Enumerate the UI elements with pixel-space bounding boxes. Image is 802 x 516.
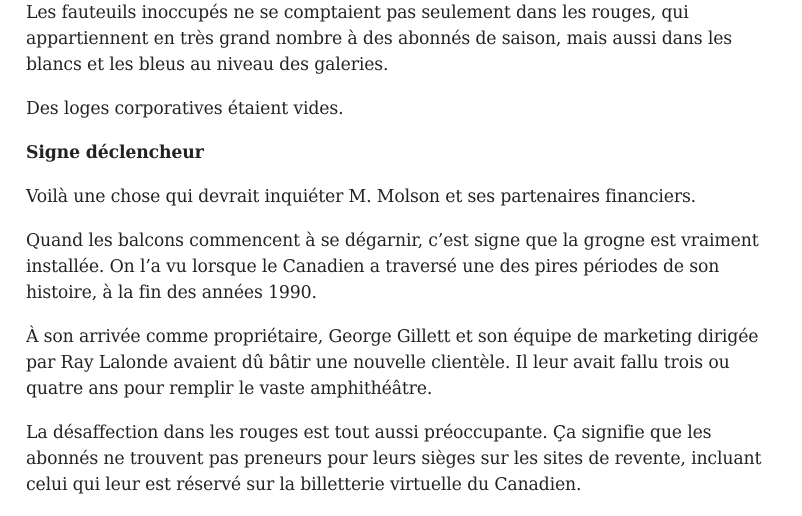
paragraph: À son arrivée comme propriétaire, George Gillett et son équipe de marketing dirigée par Ray Lalonde avaient dû bâtir une nouvelle clientèle. Il leur avait fallu trois ou quatre ans pour remplir le vaste amphithéâtre. — [26, 327, 759, 399]
article-body — [26, 0, 786, 516]
paragraph: Les fauteuils inoccupés ne se comptaient pas seulement dans les rouges, qui appartiennent en très grand nombre à des abonnés de saison, mais aussi dans les blancs et les bleus au niveau des galeries. — [26, 3, 732, 75]
paragraph: Quand les balcons commencent à se dégarnir, c’est signe que la grogne est vraiment installée. On l’a vu lorsque le Canadien a traversé une des pires périodes de son histoire, à la fin des années 1990. — [26, 231, 759, 303]
paragraph: La désaffection dans les rouges est tout aussi préoccupante. Ça signifie que les abonnés ne trouvent pas preneurs pour leurs sièges sur les sites de revente, incluant celui qui leur est réservé sur la billetterie virtuelle du Canadien. — [26, 423, 762, 495]
paragraph: Voilà une chose qui devrait inquiéter M. Molson et ses partenaires financiers. — [26, 187, 697, 207]
subheading: Signe déclencheur — [26, 143, 204, 163]
paragraph: Des loges corporatives étaient vides. — [26, 99, 344, 119]
